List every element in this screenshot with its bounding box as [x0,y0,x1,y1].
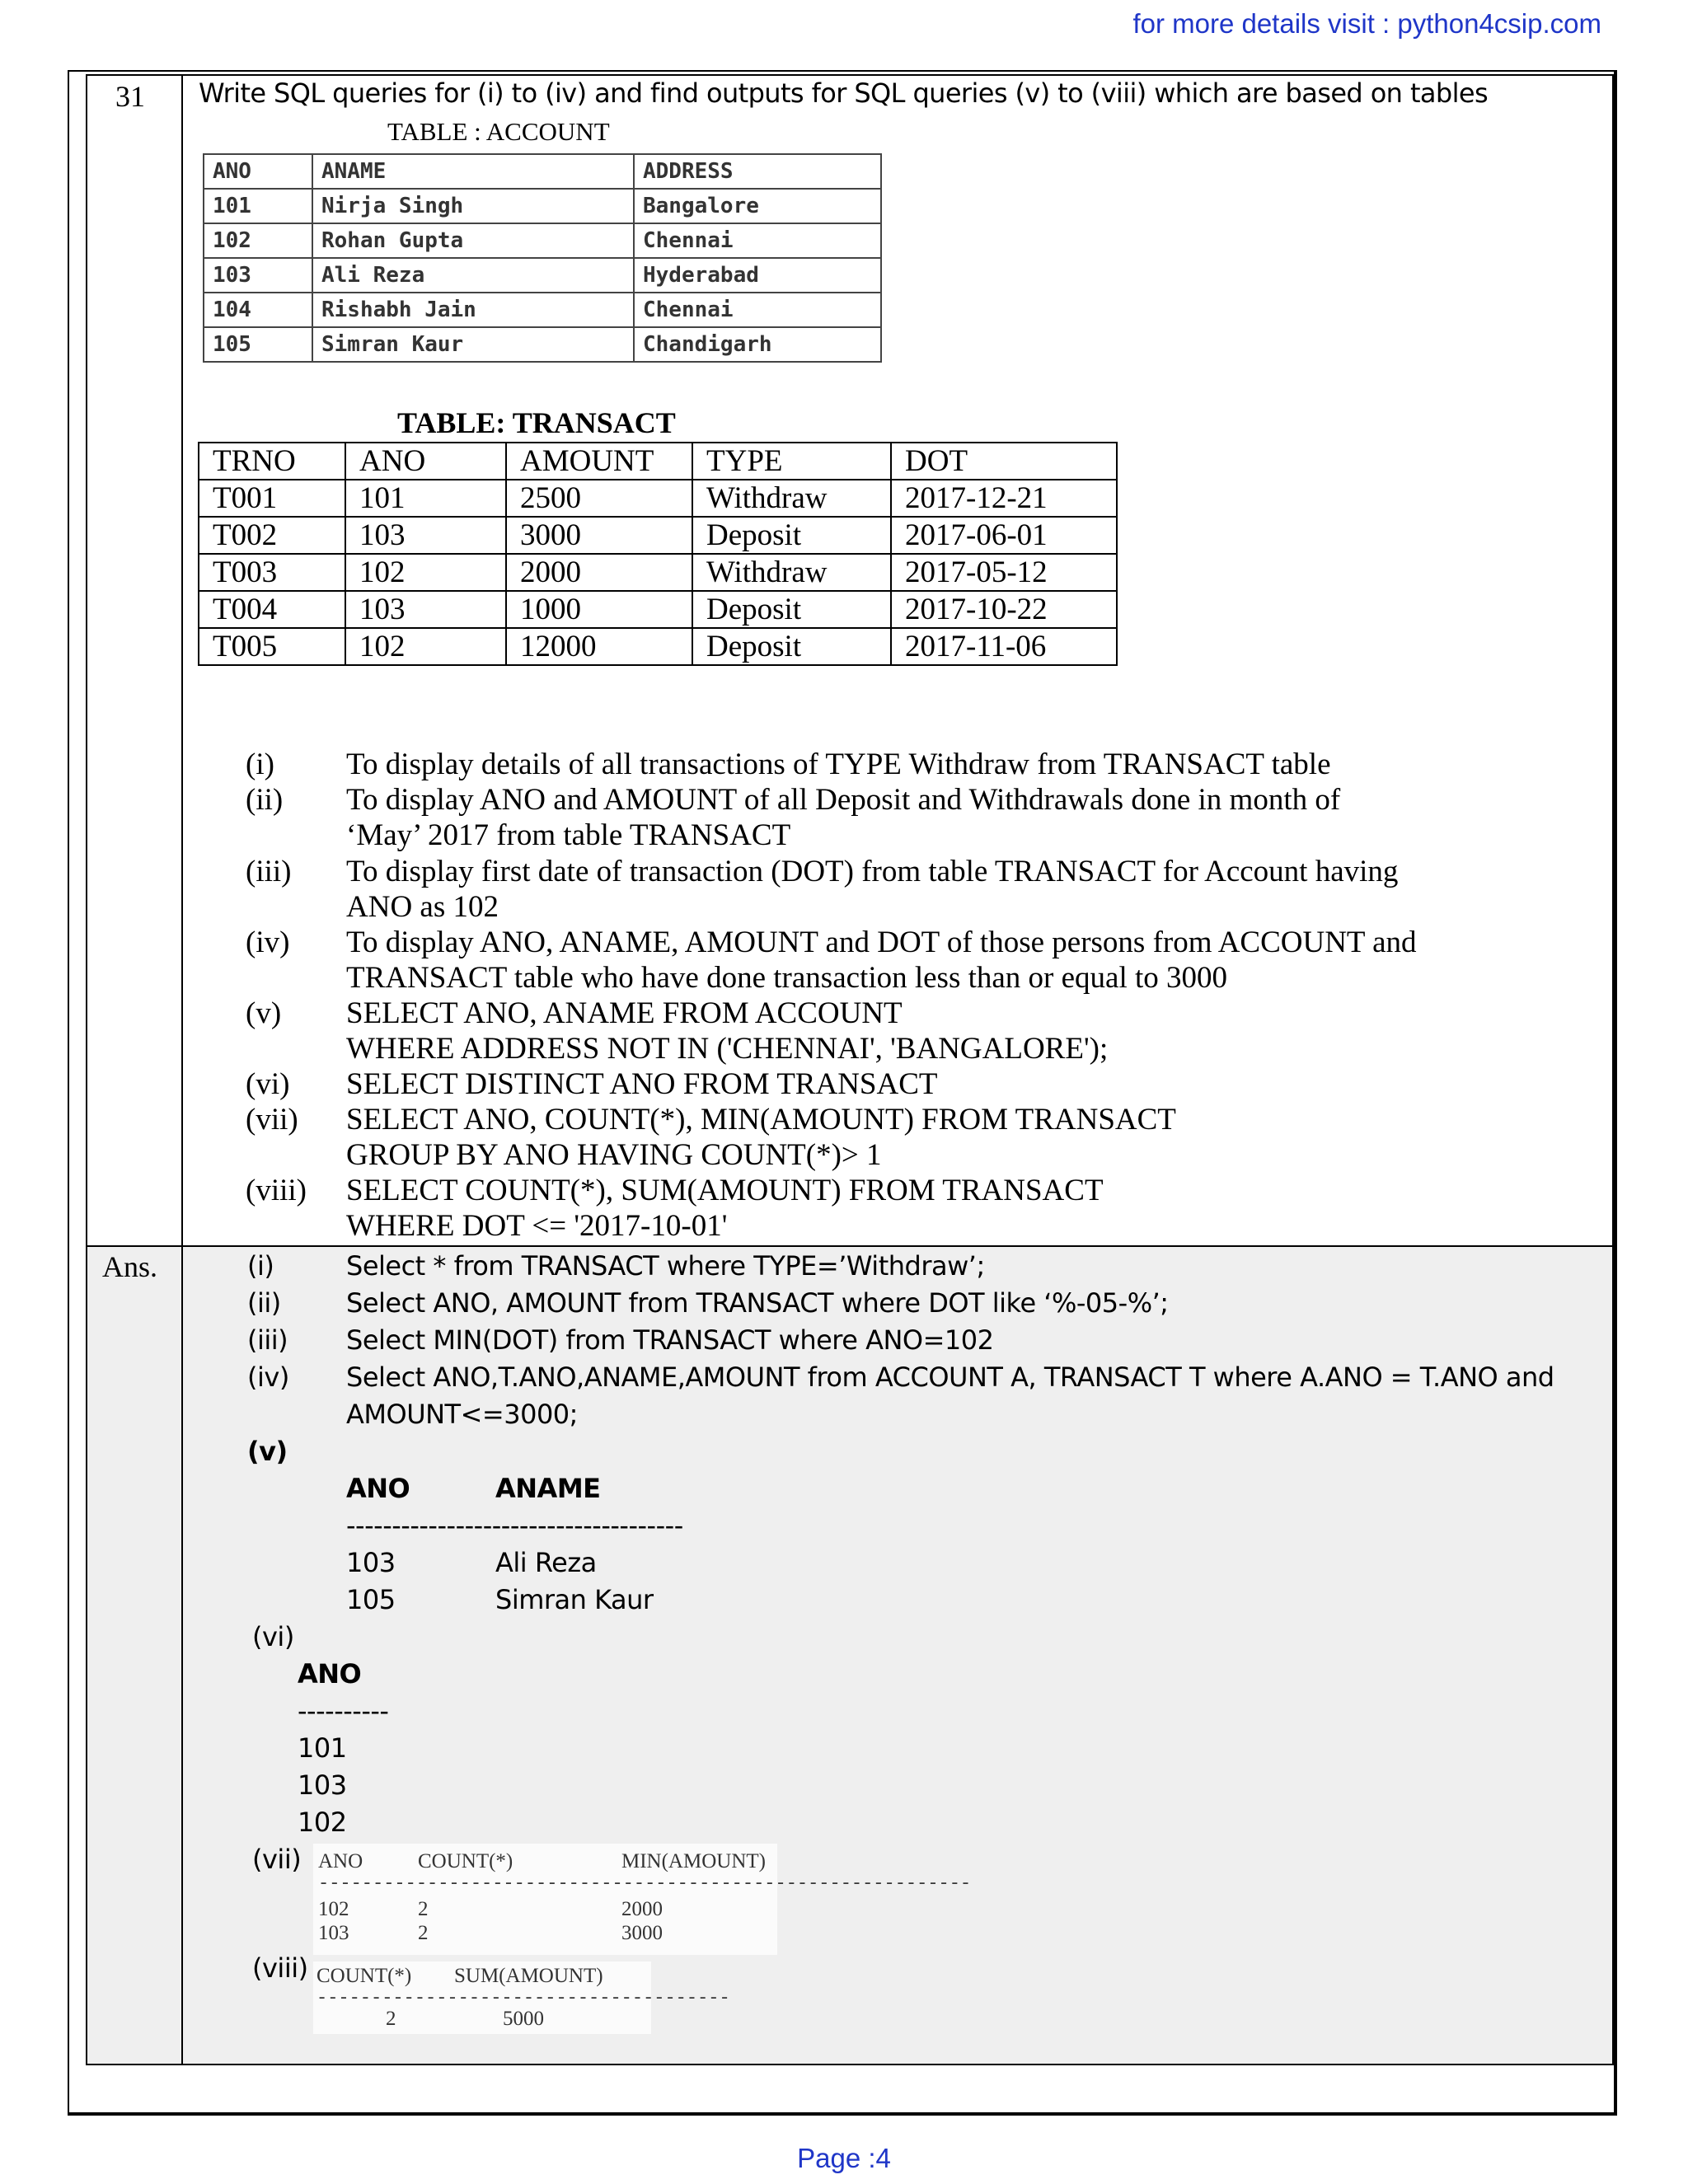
output-cell: 101 [298,1732,347,1764]
table-cell: 2017-10-22 [891,591,1117,628]
table-row [204,293,881,327]
table-row [204,258,881,293]
table-cell: 2500 [506,480,692,517]
table-header: ANO [204,154,312,189]
part-text: ‘May’ 2017 from table TRANSACT [346,818,791,852]
table-cell: 12000 [506,628,692,665]
output-header: SUM(AMOUNT) [454,1965,603,1987]
answer-part-label: (i) [247,1250,274,1282]
output-cell: 2 [418,1922,429,1944]
answer-part-label: (vi) [252,1621,294,1652]
table-cell: T003 [199,554,345,591]
table-cell: Chandigarh [634,327,881,362]
page-number: Page :4 [797,2143,891,2173]
part-text: WHERE ADDRESS NOT IN ('CHENNAI', 'BANGALORE'); [346,1032,1109,1066]
output-header: ANO [346,1473,410,1504]
table-cell: T002 [199,517,345,554]
answer-part-label: (iv) [247,1361,289,1393]
table-cell: 3000 [506,517,692,554]
part-label: (v) [246,996,282,1030]
answer-divider [86,1245,1614,1247]
output-cell: 3000 [621,1922,663,1944]
output-cell: 103 [298,1769,347,1801]
answer-label: Ans. [102,1250,158,1283]
table-cell: 2017-05-12 [891,554,1117,591]
table-cell: Withdraw [692,480,891,517]
table-cell: 103 [345,591,506,628]
output-header: ANO [298,1658,362,1690]
table-header-row [199,443,1117,480]
table-row [199,480,1117,517]
table-header: ADDRESS [634,154,881,189]
table-cell: T001 [199,480,345,517]
table-cell: 1000 [506,591,692,628]
part-text: WHERE DOT <= '2017-10-01' [346,1209,728,1243]
output-table-vii [313,1844,972,1955]
part-label: (i) [246,748,274,781]
part-text: To display details of all transactions of TYPE Withdraw from TRANSACT table [346,748,1331,781]
table-row [199,591,1117,628]
output-cell: Ali Reza [495,1547,597,1578]
answer-part-label: (iii) [247,1324,288,1356]
output-divider: ------------------------------------- [346,1510,683,1541]
transact-table-title: TABLE: TRANSACT [397,406,676,439]
question-number: 31 [115,80,145,113]
output-cell: 102 [318,1898,349,1920]
output-cell: 2 [386,2008,396,2030]
answer-sql: Select * from TRANSACT where TYPE=’Withdraw’; [346,1250,985,1282]
answer-sql: Select ANO,T.ANO,ANAME,AMOUNT from ACCOUNT A, TRANSACT T where A.ANO = T.ANO and [346,1361,1554,1393]
part-label: (vii) [246,1103,298,1137]
part-label: (vi) [246,1067,290,1101]
part-label: (iv) [246,926,290,959]
table-row [199,517,1117,554]
output-divider: ------------------------------------------------------------ [318,1873,972,1894]
number-column-divider [181,74,183,2065]
table-cell: Rishabh Jain [312,293,634,327]
part-text: SELECT DISTINCT ANO FROM TRANSACT [346,1067,938,1101]
answer-sql: Select ANO, AMOUNT from TRANSACT where DOT like ‘%-05-%’; [346,1287,1169,1319]
part-label: (iii) [246,855,292,888]
part-text: GROUP BY ANO HAVING COUNT(*)> 1 [346,1138,882,1172]
table-cell: 104 [204,293,312,327]
part-label: (viii) [246,1174,307,1207]
table-header: DOT [891,443,1117,480]
table-cell: Hyderabad [634,258,881,293]
output-divider: ---------- [298,1695,389,1727]
part-text: To display first date of transaction (DOT) from table TRANSACT for Account having [346,855,1399,888]
answer-sql: Select MIN(DOT) from TRANSACT where ANO=102 [346,1324,994,1356]
output-cell: 2000 [621,1898,663,1920]
output-table-viii [313,1961,730,2034]
table-row [204,327,881,362]
table-cell: 103 [204,258,312,293]
output-divider: -------------------------------------- [316,1988,730,2008]
table-cell: 102 [345,554,506,591]
output-cell: 103 [318,1922,349,1944]
output-cell: 2 [418,1898,429,1920]
table-row [204,223,881,258]
part-text: To display ANO, ANAME, AMOUNT and DOT of those persons from ACCOUNT and [346,926,1417,959]
table-cell: 2017-06-01 [891,517,1117,554]
answer-part-label: (ii) [247,1287,281,1319]
table-cell: 101 [204,189,312,223]
table-cell: 2017-11-06 [891,628,1117,665]
table-cell: T004 [199,591,345,628]
account-table [203,153,882,363]
part-text: To display ANO and AMOUNT of all Deposit and Withdrawals done in month of [346,783,1341,817]
table-row [199,628,1117,665]
table-cell: Deposit [692,591,891,628]
table-cell: Simran Kaur [312,327,634,362]
table-cell: 102 [345,628,506,665]
output-cell: 103 [346,1547,396,1578]
question-prompt: Write SQL queries for (i) to (iv) and find outputs for SQL queries (v) to (viii) which are based on tables [199,77,1489,109]
table-header: TRNO [199,443,345,480]
output-cell: Simran Kaur [495,1584,654,1615]
table-cell: Rohan Gupta [312,223,634,258]
table-cell: Deposit [692,628,891,665]
output-header: COUNT(*) [316,1965,412,1987]
table-header: AMOUNT [506,443,692,480]
output-header: MIN(AMOUNT) [621,1850,766,1872]
table-cell: Deposit [692,517,891,554]
table-cell: 102 [204,223,312,258]
table-cell: Chennai [634,223,881,258]
table-cell: 2017-12-21 [891,480,1117,517]
answer-part-label: (v) [247,1436,288,1467]
answer-sql: AMOUNT<=3000; [346,1399,578,1430]
table-cell: Ali Reza [312,258,634,293]
part-text: ANO as 102 [346,890,499,924]
table-row [204,189,881,223]
table-cell: T005 [199,628,345,665]
site-link[interactable]: for more details visit : python4csip.com [1132,8,1601,39]
table-header: ANO [345,443,506,480]
part-label: (ii) [246,783,284,817]
answer-part-label: (vii) [252,1844,302,1875]
table-cell: Withdraw [692,554,891,591]
transact-table [198,442,1118,666]
table-cell: Bangalore [634,189,881,223]
table-header: ANAME [312,154,634,189]
table-row [199,554,1117,591]
table-cell: 101 [345,480,506,517]
answer-part-label: (viii) [252,1952,308,1984]
table-cell: 103 [345,517,506,554]
table-cell: Nirja Singh [312,189,634,223]
output-cell: 102 [298,1807,347,1838]
table-cell: 105 [204,327,312,362]
table-cell: 2000 [506,554,692,591]
output-header: ANO [318,1850,363,1872]
part-text: SELECT COUNT(*), SUM(AMOUNT) FROM TRANSACT [346,1174,1104,1207]
part-text: TRANSACT table who have done transaction less than or equal to 3000 [346,961,1228,995]
output-cell: 5000 [503,2008,544,2030]
part-text: SELECT ANO, COUNT(*), MIN(AMOUNT) FROM TRANSACT [346,1103,1176,1137]
output-header: ANAME [495,1473,601,1504]
output-cell: 105 [346,1584,396,1615]
output-header: COUNT(*) [418,1850,513,1872]
account-table-title: TABLE : ACCOUNT [387,117,610,146]
table-header-row [204,154,881,189]
table-cell: Chennai [634,293,881,327]
table-header: TYPE [692,443,891,480]
part-text: SELECT ANO, ANAME FROM ACCOUNT [346,996,903,1030]
